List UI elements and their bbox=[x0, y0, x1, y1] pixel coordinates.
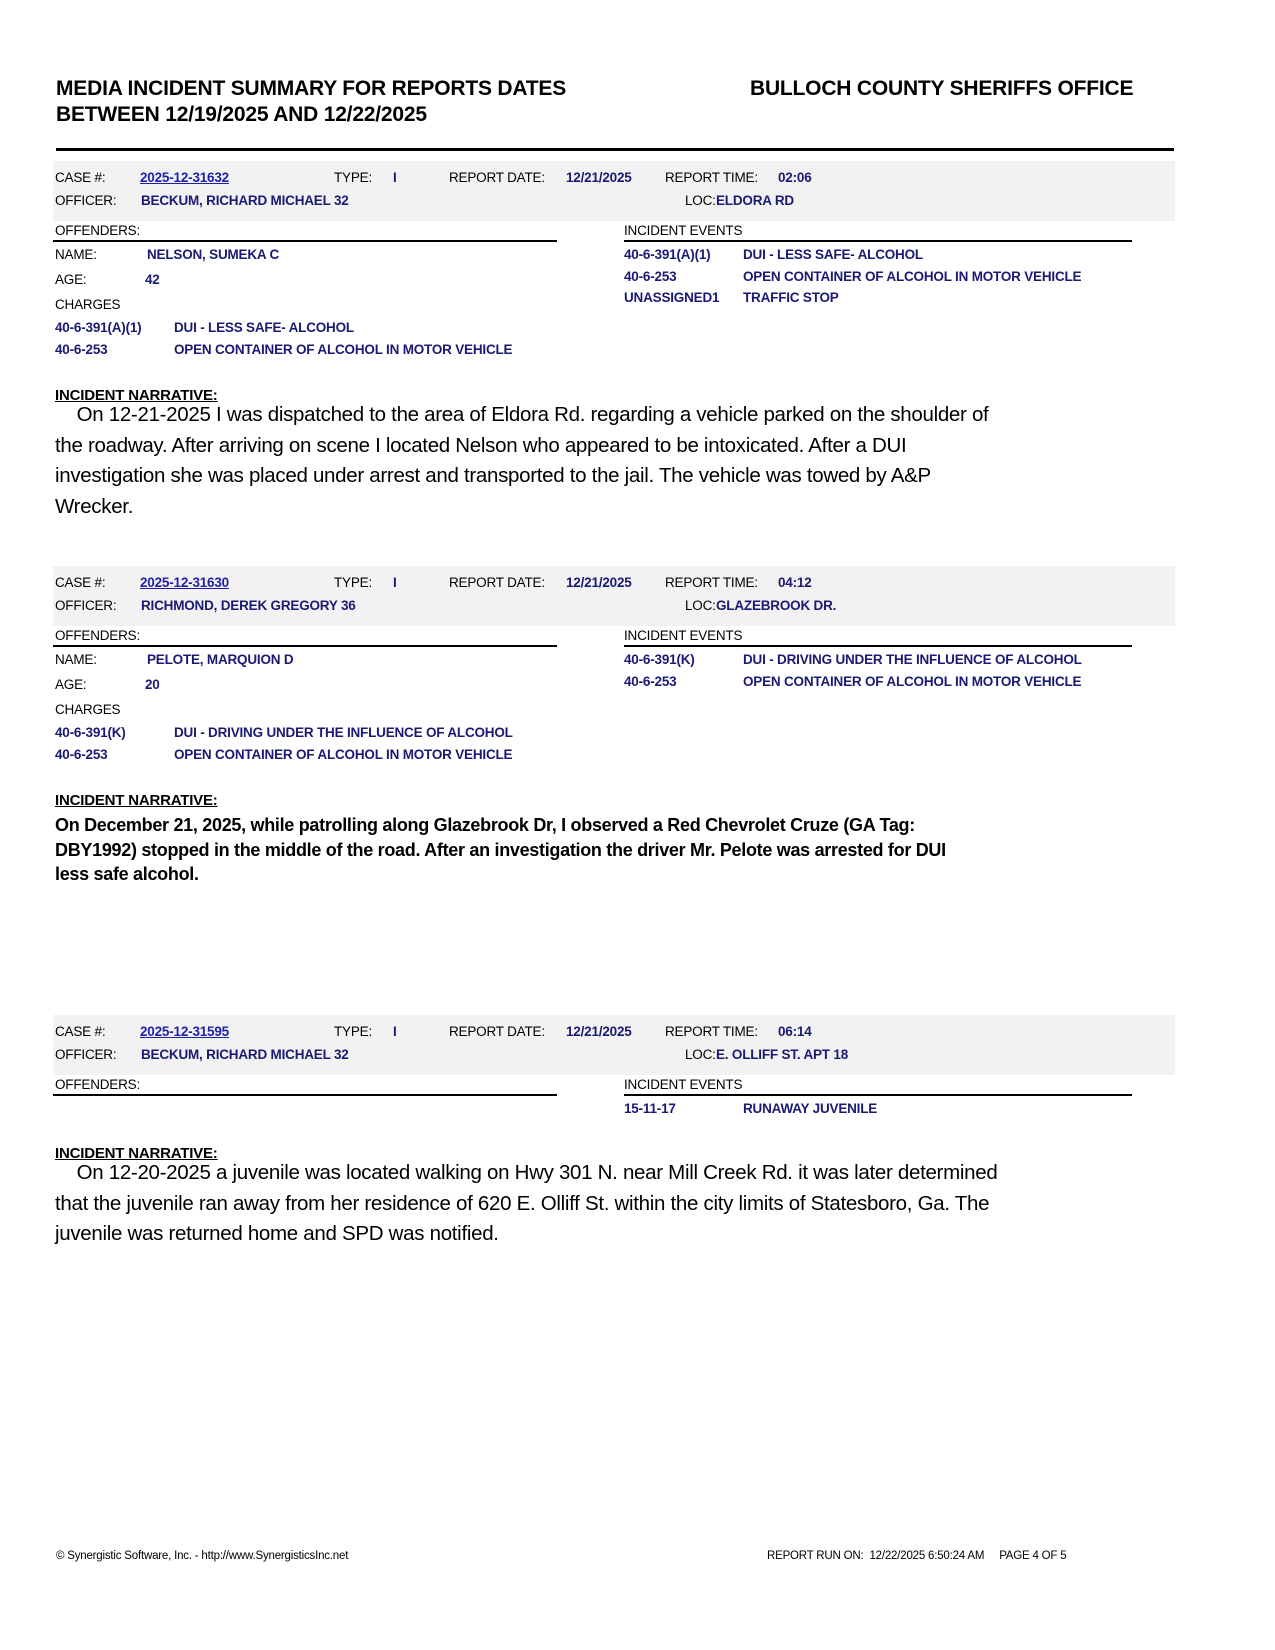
page-number: PAGE 4 OF 5 bbox=[999, 1550, 1067, 1562]
incident-events-label: INCIDENT EVENTS bbox=[624, 628, 743, 643]
offender-name: NELSON, SUMEKA C bbox=[147, 247, 280, 262]
narrative-line: less safe alcohol. bbox=[55, 864, 199, 884]
case-number-link[interactable]: 2025-12-31595 bbox=[140, 1024, 229, 1039]
narrative-heading: INCIDENT NARRATIVE: bbox=[55, 387, 218, 404]
charge-code: 40-6-391(A)(1) bbox=[55, 320, 142, 335]
event-description: DUI - DRIVING UNDER THE INFLUENCE OF ALCOHOL bbox=[743, 652, 1082, 667]
case-record bbox=[53, 161, 1175, 581]
report-date: 12/21/2025 bbox=[566, 170, 632, 185]
report-date: 12/21/2025 bbox=[566, 575, 632, 590]
officer-name: BECKUM, RICHARD MICHAEL 32 bbox=[141, 193, 349, 208]
charge-description: OPEN CONTAINER OF ALCOHOL IN MOTOR VEHICLE bbox=[174, 747, 513, 762]
offenders-label: OFFENDERS: bbox=[55, 223, 141, 238]
officer-name: RICHMOND, DEREK GREGORY 36 bbox=[141, 598, 356, 613]
offenders-label: OFFENDERS: bbox=[55, 1077, 141, 1092]
footer-run-info bbox=[767, 1550, 1066, 1562]
narrative-line: On 12-20-2025 a juvenile was located walking on Hwy 301 N. near Mill Creek Rd. it was later determined bbox=[55, 1161, 998, 1184]
type-label: TYPE: bbox=[334, 575, 373, 590]
case-type: I bbox=[393, 170, 397, 185]
report-title-line-2: BETWEEN 12/19/2025 AND 12/22/2025 bbox=[56, 103, 427, 126]
event-description: OPEN CONTAINER OF ALCOHOL IN MOTOR VEHICLE bbox=[743, 673, 1082, 689]
offenders-divider bbox=[53, 240, 557, 242]
report-date-label: REPORT DATE: bbox=[449, 575, 545, 590]
charges-label: CHARGES bbox=[55, 702, 121, 717]
case-record bbox=[53, 566, 1175, 986]
report-time: 06:14 bbox=[778, 1024, 812, 1039]
incident-events-divider bbox=[624, 240, 1132, 242]
loc-label: LOC: bbox=[685, 193, 716, 208]
offender-age: 42 bbox=[145, 272, 160, 287]
charge-code: 40-6-391(K) bbox=[55, 725, 126, 740]
event-code: 40-6-391(A)(1) bbox=[624, 247, 711, 262]
officer-label: OFFICER: bbox=[55, 598, 117, 613]
case-number-label: CASE #: bbox=[55, 1024, 106, 1039]
narrative-line: On December 21, 2025, while patrolling along Glazebrook Dr, I observed a Red Chevrolet Cruze (GA Tag: bbox=[55, 815, 915, 835]
offenders-divider bbox=[53, 1094, 557, 1096]
event-code: 40-6-391(K) bbox=[624, 652, 695, 667]
report-date: 12/21/2025 bbox=[566, 1024, 632, 1039]
offender-name-label: NAME: bbox=[55, 247, 97, 262]
narrative-line: investigation she was placed under arrest and transported to the jail. The vehicle was towed by A&P bbox=[55, 464, 931, 487]
charge-description: DUI - DRIVING UNDER THE INFLUENCE OF ALCOHOL bbox=[174, 725, 513, 740]
agency-name: BULLOCH COUNTY SHERIFFS OFFICE bbox=[750, 77, 1134, 100]
report-time: 04:12 bbox=[778, 575, 812, 590]
charge-description: OPEN CONTAINER OF ALCOHOL IN MOTOR VEHICLE bbox=[174, 342, 513, 357]
charge-code: 40-6-253 bbox=[55, 747, 108, 762]
case-number-link[interactable]: 2025-12-31630 bbox=[140, 575, 229, 590]
narrative-line: Wrecker. bbox=[55, 494, 134, 518]
loc-label: LOC: bbox=[685, 598, 716, 613]
case-number-label: CASE #: bbox=[55, 170, 106, 185]
loc-label: LOC: bbox=[685, 1047, 716, 1062]
case-record bbox=[53, 1015, 1175, 1435]
officer-label: OFFICER: bbox=[55, 1047, 117, 1062]
charge-code: 40-6-253 bbox=[55, 342, 108, 357]
incident-events-label: INCIDENT EVENTS bbox=[624, 1077, 743, 1092]
offender-age-label: AGE: bbox=[55, 677, 87, 692]
event-description: OPEN CONTAINER OF ALCOHOL IN MOTOR VEHICLE bbox=[743, 268, 1082, 284]
narrative-heading: INCIDENT NARRATIVE: bbox=[55, 1145, 218, 1162]
report-time-label: REPORT TIME: bbox=[665, 575, 758, 590]
report-date-label: REPORT DATE: bbox=[449, 170, 545, 185]
charges-label: CHARGES bbox=[55, 297, 121, 312]
type-label: TYPE: bbox=[334, 1024, 373, 1039]
incident-events-label: INCIDENT EVENTS bbox=[624, 223, 743, 238]
narrative-line: DBY1992) stopped in the middle of the road. After an investigation the driver Mr. Pelote was arrested for DUI bbox=[55, 839, 946, 860]
offender-age: 20 bbox=[145, 677, 160, 692]
location: E. OLLIFF ST. APT 18 bbox=[716, 1047, 849, 1062]
offenders-divider bbox=[53, 645, 557, 647]
report-title bbox=[56, 76, 566, 128]
narrative-line: that the juvenile ran away from her residence of 620 E. Olliff St. within the city limits of Statesboro, Ga. The bbox=[55, 1191, 990, 1215]
narrative-heading: INCIDENT NARRATIVE: bbox=[55, 792, 218, 809]
event-description: TRAFFIC STOP bbox=[743, 290, 839, 305]
case-type: I bbox=[393, 575, 397, 590]
location: GLAZEBROOK DR. bbox=[716, 598, 837, 613]
report-time-label: REPORT TIME: bbox=[665, 1024, 758, 1039]
location: ELDORA RD bbox=[716, 193, 794, 208]
event-description: DUI - LESS SAFE- ALCOHOL bbox=[743, 247, 923, 262]
incident-events-divider bbox=[624, 645, 1132, 647]
officer-label: OFFICER: bbox=[55, 193, 117, 208]
event-description: RUNAWAY JUVENILE bbox=[743, 1101, 878, 1116]
narrative-line: On 12-21-2025 I was dispatched to the area of Eldora Rd. regarding a vehicle parked on the shoulder of bbox=[55, 403, 989, 426]
narrative-line: juvenile was returned home and SPD was notified. bbox=[55, 1222, 499, 1245]
officer-name: BECKUM, RICHARD MICHAEL 32 bbox=[141, 1047, 349, 1062]
event-code: 15-11-17 bbox=[624, 1101, 676, 1116]
offender-name: PELOTE, MARQUION D bbox=[147, 652, 294, 667]
event-code: 40-6-253 bbox=[624, 268, 677, 284]
header-divider bbox=[56, 148, 1174, 151]
report-date-label: REPORT DATE: bbox=[449, 1024, 545, 1039]
offender-age-label: AGE: bbox=[55, 272, 87, 287]
type-label: TYPE: bbox=[334, 170, 373, 185]
report-time-label: REPORT TIME: bbox=[665, 170, 758, 185]
footer-copyright: © Synergistic Software, Inc. - http://www.SynergisticsInc.net bbox=[56, 1550, 349, 1562]
report-run-label: REPORT RUN ON: bbox=[767, 1550, 864, 1562]
offenders-label: OFFENDERS: bbox=[55, 628, 141, 643]
incident-events-divider bbox=[624, 1094, 1132, 1096]
narrative-line: the roadway. After arriving on scene I located Nelson who appeared to be intoxicated. After a DUI bbox=[55, 433, 907, 457]
case-number-label: CASE #: bbox=[55, 575, 106, 590]
report-run-time: 12/22/2025 6:50:24 AM bbox=[869, 1550, 985, 1562]
case-type: I bbox=[393, 1024, 397, 1039]
event-code: 40-6-253 bbox=[624, 673, 677, 689]
offender-name-label: NAME: bbox=[55, 652, 97, 667]
report-title-line-1: MEDIA INCIDENT SUMMARY FOR REPORTS DATES bbox=[56, 77, 567, 100]
charge-description: DUI - LESS SAFE- ALCOHOL bbox=[174, 320, 354, 335]
case-number-link[interactable]: 2025-12-31632 bbox=[140, 170, 229, 185]
report-time: 02:06 bbox=[778, 170, 812, 185]
event-code: UNASSIGNED1 bbox=[624, 290, 720, 305]
